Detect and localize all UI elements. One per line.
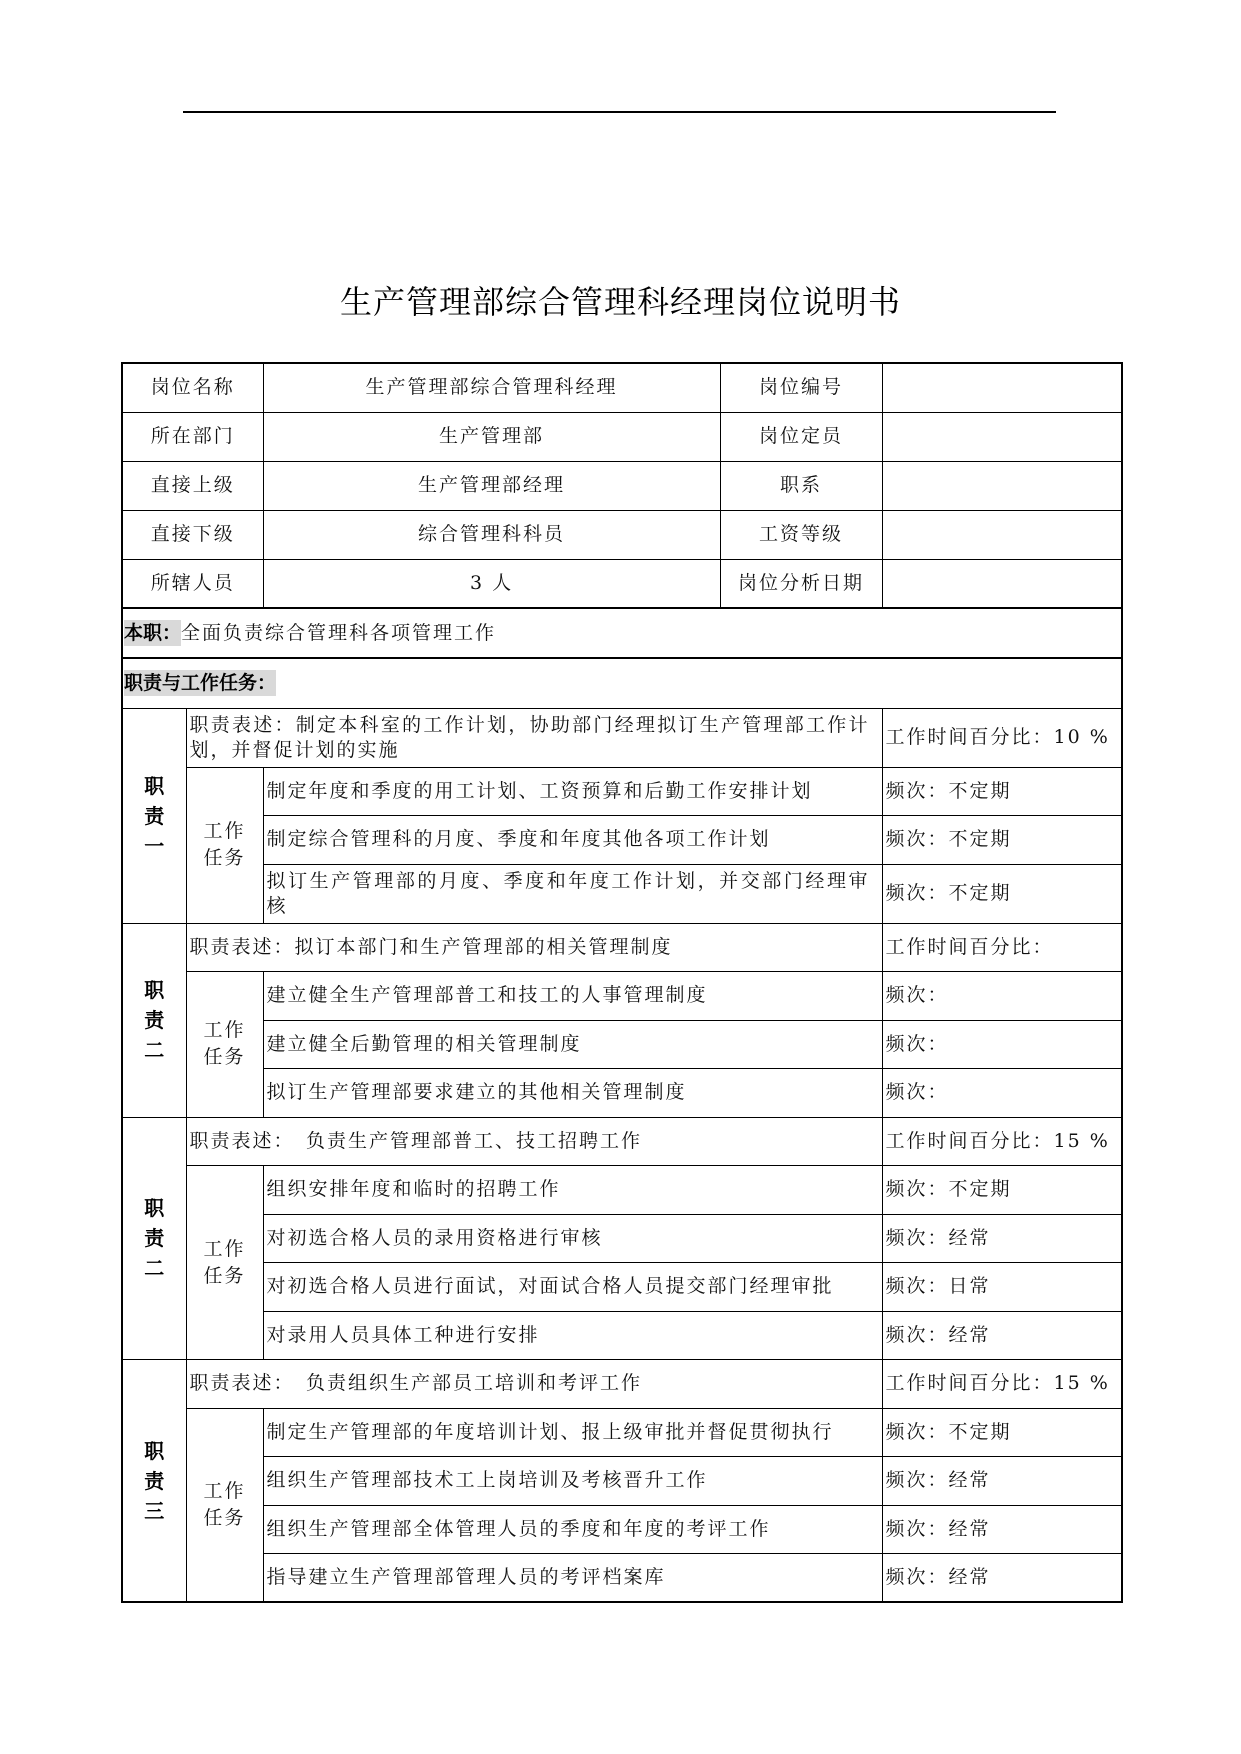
duty-2-statement: 职责表述：拟订本部门和生产管理部的相关管理制度 xyxy=(186,923,882,972)
duty-3-time-share: 工作时间百分比：15 % xyxy=(882,1117,1122,1166)
task-row xyxy=(122,1408,1122,1457)
document-title: 生产管理部综合管理科经理岗位说明书 xyxy=(339,283,901,321)
duty-statement-row xyxy=(122,708,1122,767)
task-row xyxy=(122,1311,1122,1360)
duty-1-task-2-frequency: 频次：不定期 xyxy=(882,816,1122,865)
duty-4-task-2: 组织生产管理部技术工上岗培训及考核晋升工作 xyxy=(263,1457,882,1506)
duty-2-task-3-frequency: 频次： xyxy=(882,1069,1122,1118)
analysis-date-label: 岗位分析日期 xyxy=(720,559,882,608)
duty-3-task-1: 组织安排年度和临时的招聘工作 xyxy=(263,1166,882,1215)
direct-superior-label: 直接上级 xyxy=(122,461,263,510)
job-description-body xyxy=(122,363,1122,1602)
duties-heading-cell xyxy=(122,658,1122,708)
duty-2-time-share: 工作时间百分比： xyxy=(882,923,1122,972)
task-row xyxy=(122,1457,1122,1506)
duty-statement-row xyxy=(122,1117,1122,1166)
duty-4-tasks-label-cell xyxy=(186,1408,263,1602)
duty-1-tasks-label: 工作任务 xyxy=(203,820,246,869)
duty-1-name: 职责一 xyxy=(144,773,165,858)
duty-1-task-1-frequency: 频次：不定期 xyxy=(882,767,1122,816)
duty-3-task-2-frequency: 频次：经常 xyxy=(882,1214,1122,1263)
task-row xyxy=(122,864,1122,923)
job-description-table xyxy=(121,362,1123,1603)
department-value: 生产管理部 xyxy=(263,412,720,461)
header-rule xyxy=(183,111,1056,113)
duty-2-task-2-frequency: 频次： xyxy=(882,1020,1122,1069)
job-family-value xyxy=(882,461,1122,510)
duty-4-task-3-frequency: 频次：经常 xyxy=(882,1505,1122,1554)
duty-4-task-4-frequency: 频次：经常 xyxy=(882,1554,1122,1603)
duty-statement-row xyxy=(122,923,1122,972)
duty-2-tasks-label: 工作任务 xyxy=(203,1019,246,1069)
duty-4-task-1-frequency: 频次：不定期 xyxy=(882,1408,1122,1457)
duty-3-task-1-frequency: 频次：不定期 xyxy=(882,1166,1122,1215)
duty-1-task-1: 制定年度和季度的用工计划、工资预算和后勤工作安排计划 xyxy=(263,767,882,816)
duty-2-task-1: 建立健全生产管理部普工和技工的人事管理制度 xyxy=(263,972,882,1021)
position-code-label: 岗位编号 xyxy=(720,363,882,412)
duty-4-task-2-frequency: 频次：经常 xyxy=(882,1457,1122,1506)
task-row xyxy=(122,1554,1122,1603)
duty-3-task-3-frequency: 频次：日常 xyxy=(882,1263,1122,1312)
direct-superior-value: 生产管理部经理 xyxy=(263,461,720,510)
task-row xyxy=(122,1263,1122,1312)
direct-subordinate-label: 直接下级 xyxy=(122,510,263,559)
duty-1-statement: 职责表述：制定本科室的工作计划，协助部门经理拟订生产管理部工作计划，并督促计划的实施 xyxy=(186,708,882,767)
position-code-value xyxy=(882,363,1122,412)
duty-1-task-3: 拟订生产管理部的月度、季度和年度工作计划，并交部门经理审核 xyxy=(263,864,882,923)
duty-3-tasks-label-cell xyxy=(186,1166,263,1360)
duty-2-name: 职责二 xyxy=(144,978,165,1062)
task-row xyxy=(122,1166,1122,1215)
duty-2-tasks-label-cell xyxy=(186,972,263,1118)
duty-4-task-3: 组织生产管理部全体管理人员的季度和年度的考评工作 xyxy=(263,1505,882,1554)
info-row xyxy=(122,461,1122,510)
duty-3-task-2: 对初选合格人员的录用资格进行审核 xyxy=(263,1214,882,1263)
duty-1-task-3-frequency: 频次：不定期 xyxy=(882,864,1122,923)
task-row xyxy=(122,1214,1122,1263)
duty-3-task-4: 对录用人员具体工种进行安排 xyxy=(263,1311,882,1360)
analysis-date-value xyxy=(882,559,1122,608)
headcount-value xyxy=(882,412,1122,461)
info-row xyxy=(122,510,1122,559)
task-row xyxy=(122,1020,1122,1069)
summary-label: 本职： xyxy=(124,621,182,644)
summary-cell xyxy=(122,608,1122,658)
job-family-label: 职系 xyxy=(720,461,882,510)
summary-row xyxy=(122,608,1122,658)
duty-3-task-4-frequency: 频次：经常 xyxy=(882,1311,1122,1360)
info-row xyxy=(122,363,1122,412)
position-name-label: 岗位名称 xyxy=(122,363,263,412)
duty-1-time-share: 工作时间百分比：10 % xyxy=(882,708,1122,767)
task-row xyxy=(122,1505,1122,1554)
task-row xyxy=(122,1069,1122,1118)
duty-4-name-cell xyxy=(122,1360,186,1603)
task-row xyxy=(122,816,1122,865)
duties-heading: 职责与工作任务： xyxy=(124,671,277,694)
staff-count-label: 所辖人员 xyxy=(122,559,263,608)
direct-subordinate-value: 综合管理科科员 xyxy=(263,510,720,559)
duty-4-tasks-label: 工作任务 xyxy=(203,1479,246,1529)
duty-1-tasks-label-cell xyxy=(186,767,263,923)
duty-1-name-cell xyxy=(122,708,186,923)
duty-3-name: 职责二 xyxy=(144,1196,165,1281)
duty-4-task-4: 指导建立生产管理部管理人员的考评档案库 xyxy=(263,1554,882,1603)
duty-2-name-cell xyxy=(122,923,186,1117)
position-name-value: 生产管理部综合管理科经理 xyxy=(263,363,720,412)
summary-text: 全面负责综合管理科各项管理工作 xyxy=(181,621,497,644)
staff-count-value: 3 人 xyxy=(263,559,720,608)
duty-4-name: 职责三 xyxy=(144,1438,165,1523)
duty-3-tasks-label: 工作任务 xyxy=(203,1237,246,1287)
duty-4-time-share: 工作时间百分比：15 % xyxy=(882,1360,1122,1409)
salary-grade-value xyxy=(882,510,1122,559)
duty-1-task-2: 制定综合管理科的月度、季度和年度其他各项工作计划 xyxy=(263,816,882,865)
duties-heading-row xyxy=(122,658,1122,708)
info-row xyxy=(122,412,1122,461)
department-label: 所在部门 xyxy=(122,412,263,461)
duty-3-name-cell xyxy=(122,1117,186,1360)
duty-2-task-2: 建立健全后勤管理的相关管理制度 xyxy=(263,1020,882,1069)
duty-2-task-3: 拟订生产管理部要求建立的其他相关管理制度 xyxy=(263,1069,882,1118)
duty-2-task-1-frequency: 频次： xyxy=(882,972,1122,1021)
duty-4-task-1: 制定生产管理部的年度培训计划、报上级审批并督促贯彻执行 xyxy=(263,1408,882,1457)
headcount-label: 岗位定员 xyxy=(720,412,882,461)
info-row xyxy=(122,559,1122,608)
duty-statement-row xyxy=(122,1360,1122,1409)
duty-3-statement: 职责表述： 负责生产管理部普工、技工招聘工作 xyxy=(186,1117,882,1166)
duty-4-statement: 职责表述： 负责组织生产部员工培训和考评工作 xyxy=(186,1360,882,1409)
task-row xyxy=(122,972,1122,1021)
salary-grade-label: 工资等级 xyxy=(720,510,882,559)
task-row xyxy=(122,767,1122,816)
duty-3-task-3: 对初选合格人员进行面试，对面试合格人员提交部门经理审批 xyxy=(263,1263,882,1312)
